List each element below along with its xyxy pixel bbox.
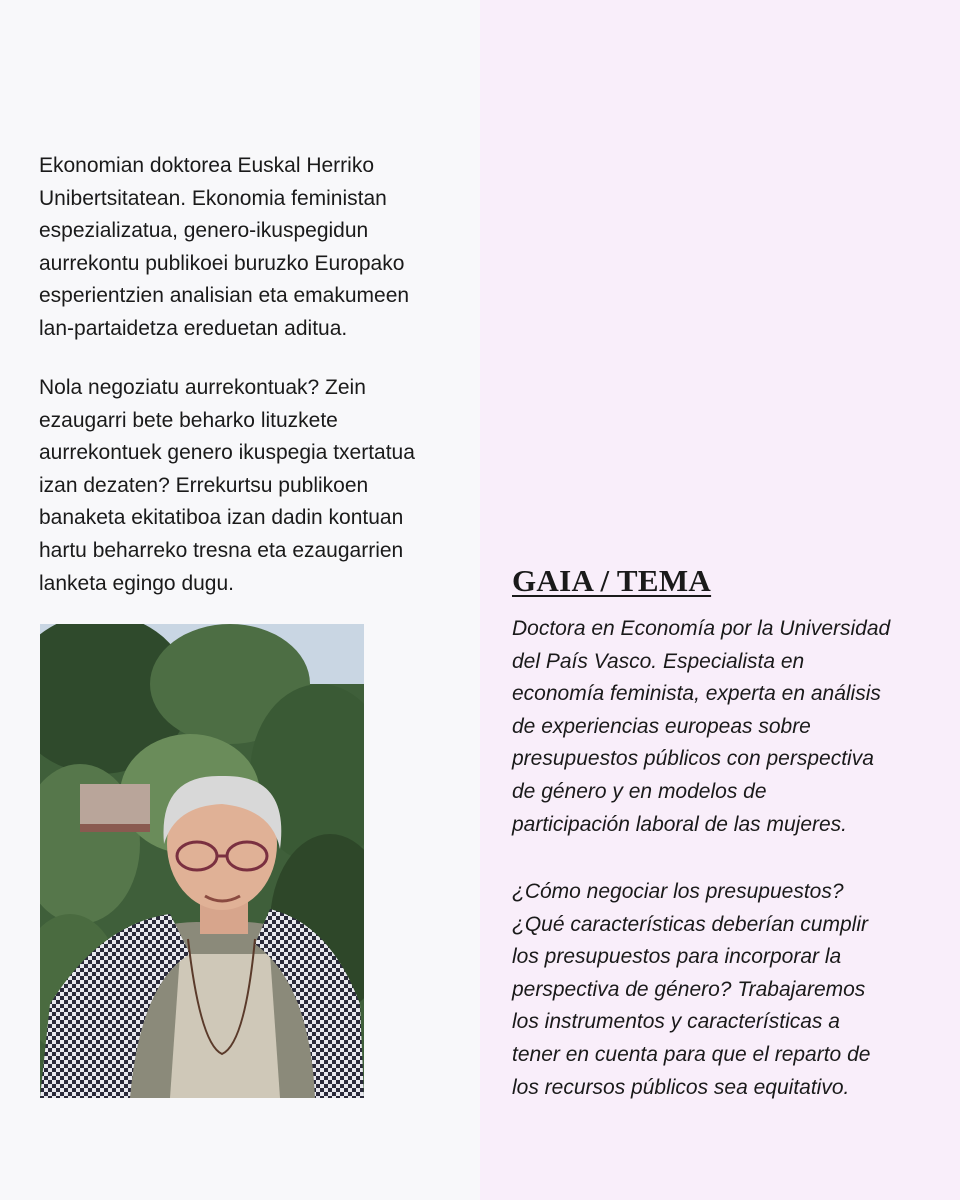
speaker-photo-illustration xyxy=(40,624,364,1098)
basque-bio-paragraph: Ekonomian doktorea Euskal Herriko Unibertsitatean. Ekonomia feministan espezializatua, genero-ikuspegidun aurrekontu publikoei buruzko Europako esperientzien analisian eta emakumeen lan-partaidetza ereduetan aditua. xyxy=(39,154,410,340)
spanish-topic-paragraph: ¿Cómo negociar los presupuestos? ¿Qué características deberían cumplir los presupuestos para incorporar la perspectiva de género? Trabajaremos los instrumentos y características a tener en cuenta para que el reparto de los recursos públicos sea equitativo. xyxy=(512,880,871,1099)
topic-heading: GAIA / TEMA xyxy=(512,563,712,598)
basque-topic-paragraph: Nola negoziatu aurrekontuak? Zein ezaugarri bete beharko lituzkete aurrekontuek genero ikuspegia txertatua izan dezaten? Errekurtsu publikoen banaketa ekitatiboa izan dadin kontuan hartu beharreko tresna eta ezaugarrien lanketa egingo dugu. xyxy=(39,376,415,595)
spanish-bio-paragraph: Doctora en Economía por la Universidad del País Vasco. Especialista en economía feminista, experta en análisis de experiencias europeas sobre presupuestos públicos con perspectiva de género y en modelos de participación laboral de las mujeres. xyxy=(512,617,891,836)
speaker-photo xyxy=(40,624,364,1098)
